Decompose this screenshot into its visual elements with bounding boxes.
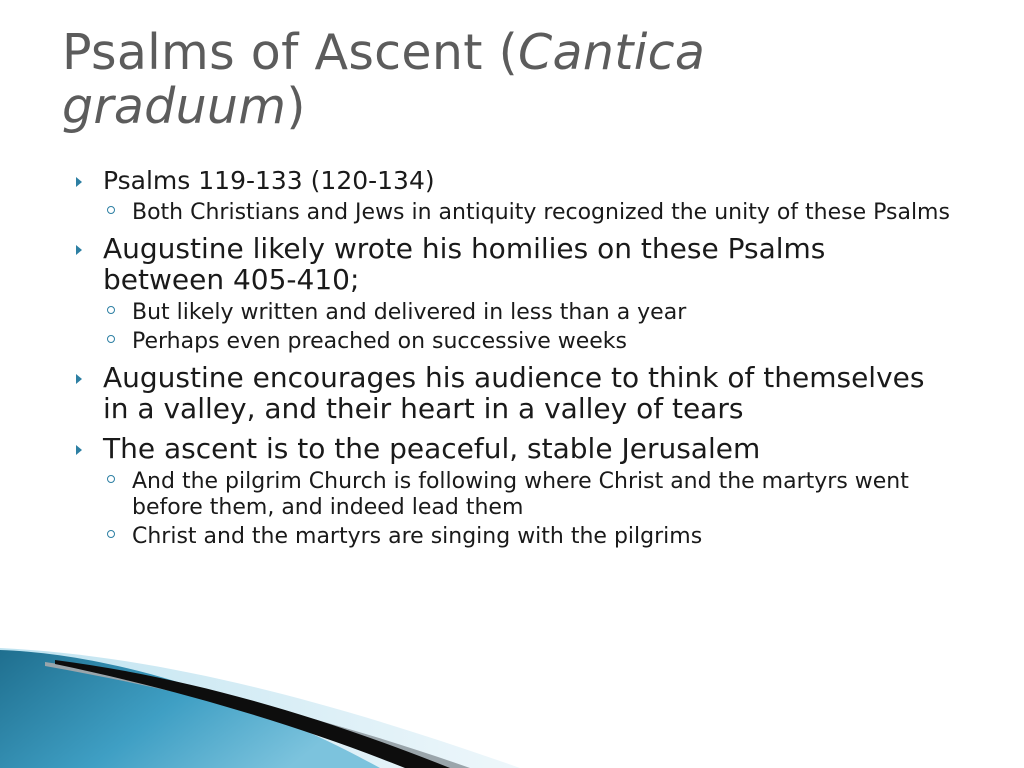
triangle-right-icon — [76, 177, 82, 187]
sub-bullet-item — [72, 469, 952, 521]
bullet-item — [72, 233, 952, 295]
title-text-close-paren: ) — [286, 78, 306, 135]
sub-bullet-text: And the pilgrim Church is following where Christ and the martyrs went before them, and indeed lead them — [132, 469, 909, 520]
bullet-text: The ascent is to the peaceful, stable Jerusalem — [103, 432, 761, 465]
triangle-right-icon — [76, 374, 82, 384]
ring-bullet-icon — [107, 306, 115, 314]
sub-bullet-text: Perhaps even preached on successive weeks — [132, 329, 627, 354]
wave-black-stripe — [55, 660, 450, 768]
sub-bullet-text: But likely written and delivered in less than a year — [132, 300, 687, 325]
bullet-item — [72, 433, 952, 464]
sub-bullet-item — [72, 329, 952, 355]
bullet-item — [72, 362, 952, 424]
triangle-right-icon — [76, 445, 82, 455]
ring-bullet-icon — [107, 206, 115, 214]
sub-bullet-item — [72, 524, 952, 550]
sub-bullet-text: Both Christians and Jews in antiquity recognized the unity of these Psalms — [132, 200, 950, 225]
sub-bullet-item — [72, 300, 952, 326]
wave-gray-stripe — [45, 662, 470, 768]
sub-bullet-text: Christ and the martyrs are singing with the pilgrims — [132, 524, 703, 549]
title-text-italic-cantica: Cantica — [518, 24, 706, 81]
triangle-right-icon — [76, 245, 82, 255]
ring-bullet-icon — [107, 335, 115, 343]
bullet-text: Psalms 119-133 (120-134) — [103, 166, 435, 195]
slide-title — [62, 26, 962, 134]
bullet-text: Augustine likely wrote his homilies on these Psalms between 405-410; — [103, 232, 826, 296]
bullet-list — [72, 166, 952, 553]
ring-bullet-icon — [107, 475, 115, 483]
sub-bullet-item — [72, 200, 952, 226]
wave-blue-band — [0, 650, 380, 768]
bullet-text: Augustine encourages his audience to think of themselves in a valley, and their heart in a valley of tears — [103, 361, 925, 425]
title-text-italic-graduum: graduum — [62, 78, 287, 135]
wave-light-band — [0, 648, 520, 768]
ring-bullet-icon — [107, 530, 115, 538]
title-text-main: Psalms of Ascent ( — [62, 24, 518, 81]
bullet-item — [72, 166, 952, 195]
